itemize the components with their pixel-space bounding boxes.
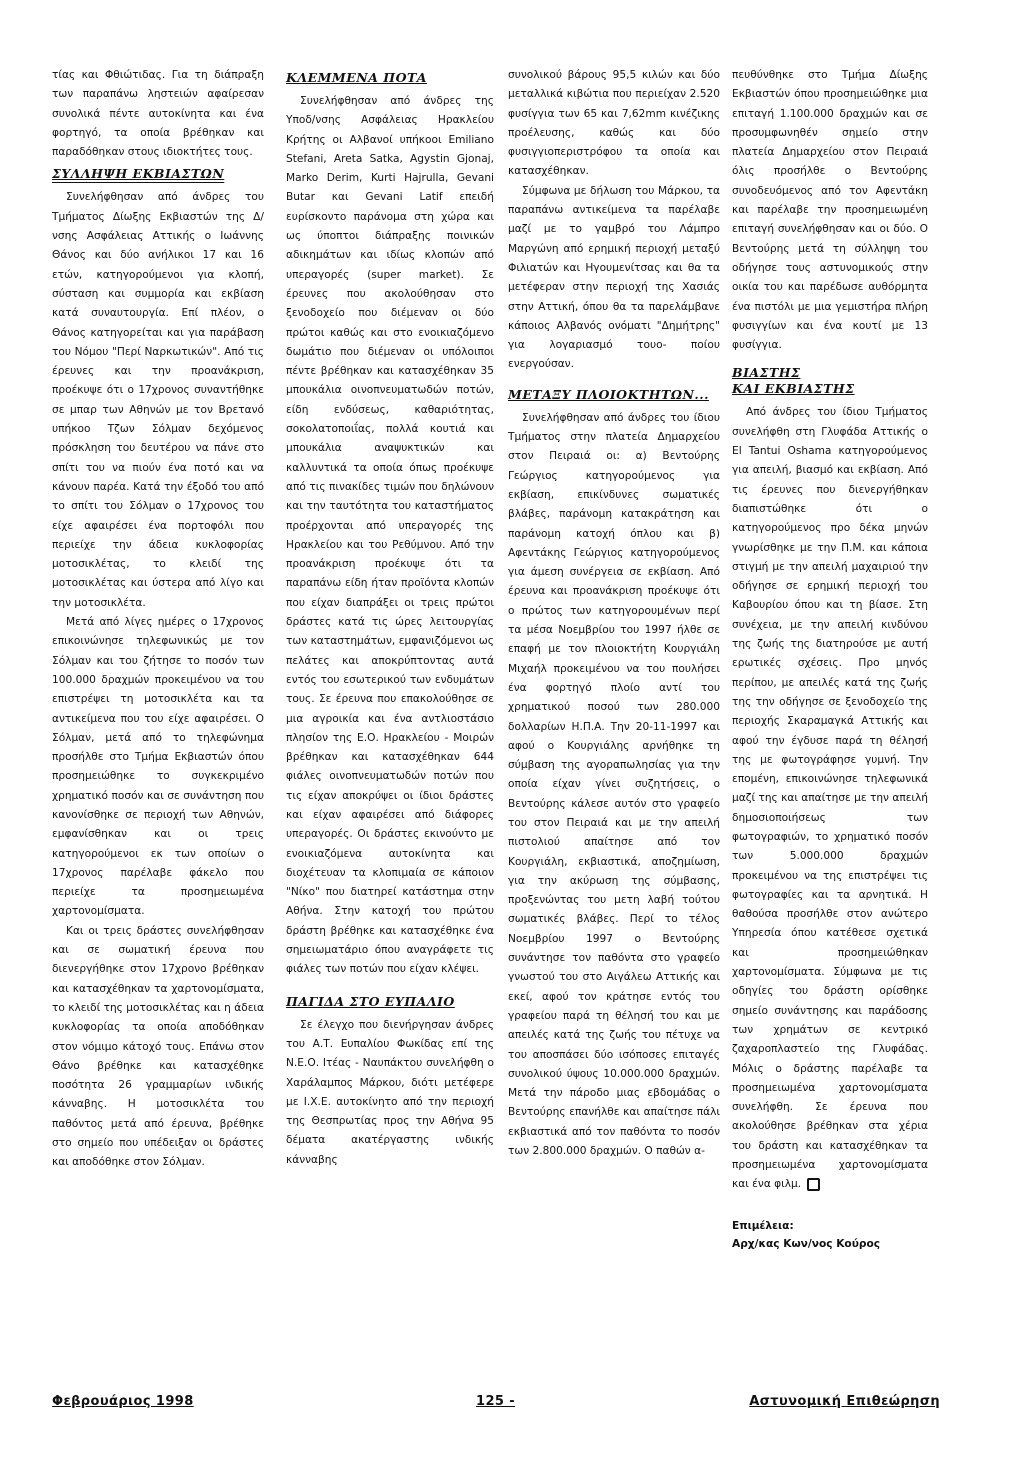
footer-page-number: 125 - — [476, 1394, 516, 1409]
heading-viastis: ΒΙΑΣΤΗΣ — [732, 365, 801, 381]
article-paragraph: Μετά από λίγες ημέρες ο 17χρονος επικοινώνησε τηλεφωνικώς με τον Σόλμαν και του ζήτησε το ποσόν των 100.000 δραχμών προκειμένου να του επιστρέψει τη μοτοσικλέτα και τα αντικείμενα που του είχε αφαιρέσει. Ο Σόλμαν, μετά από το τηλεφώνημα προσήλθε στο Τμήμα Εκβιαστών όπου προσημειώθηκε το συγκεκριμένο χρηματικό ποσόν και σε συνάντηση που κανονίσθηκε σε περιοχή των Αθηνών, εμφανίσθηκαν και οι τρεις κατηγορούμενοι εκ των οποίων ο 17χρονος παρέλαβε φάκελο που περιείχε τα προσημειωμένα χαρτονομίσματα. — [52, 616, 264, 918]
article-paragraph: Και οι τρεις δράστες συνελήφθησαν και σε σωματική έρευνα που διενεργήθηκε στον 17χρονο βρέθηκαν και κατασχέθηκαν τα χαρτονομίσματα, το κλειδί της μοτοσικλέτας και η άδεια κυκλοφορίας τα οποία αποδόθηκαν στον νόμιμο κάτοχό τους. Επάνω στον Θάνο βρέθηκε και κατασχέθηκε ποσότητα 26 γραμμαρίων ινδικής κάνναβης. Η μοτοσικλέτα του παθόντος μετά από έρευνα, βρέθηκε στο σημείο που υπέδειξαν οι δράστες και αποδόθηκε στον Σόλμαν. — [52, 924, 264, 1169]
editor-label: Επιμέλεια: — [732, 1219, 794, 1232]
page-footer — [52, 1394, 940, 1416]
end-of-article-icon — [807, 1178, 820, 1191]
heading-kai-ekviastis: ΚΑΙ ΕΚΒΙΑΣΤΗΣ — [732, 381, 855, 397]
article-continuation: τίας και Φθιώτιδας. Για τη διάπραξη των παραπάνω ληστειών αφαίρεσαν συνολικά πέντε αυτοκίνητα και ένα φορτηγό, τα οποία βρέθηκαν και παραδόθηκαν στους ιδιοκτήτες τους. — [52, 69, 264, 159]
column-2 — [286, 66, 494, 1170]
article-paragraph: Σύμφωνα με δήλωση του Μάρκου, τα παραπάνω αντικείμενα τα παρέλαβε μαζί με το γαμβρό του Λάμπρο Μαργώνη από ερημική περιοχή μεταξύ Φιλιατών και Ηγουμενίτσας και θα τα μετέφεραν στην περιοχή της Χασιάς στην Αττική, όπου θα τα παρελάμβανε κάποιος Αλβανός ονόματι "Δημήτρης" για λογαριασμό τουο- ποίου ενεργούσαν. — [508, 184, 720, 371]
heading-pagida-eypalio: ΠΑΓΙΔΑ ΣΤΟ ΕΥΠΑΛΙΟ — [286, 993, 455, 1009]
article-paragraph: Συνελήφθησαν από άνδρες της Υποδ/νσης Ασφάλειας Ηρακλείου Κρήτης οι Αλβανοί υπήκοοι Emiliano Stefani, Areta Satka, Agystin Gjonaj, Marko Derim, Kurti Hajrulla, Gevani Butar και Gevani Latif επειδή ευρίσκοντο παράνομα στη χώρα και ως ύποπτοι διάπραξης ποινικών αδικημάτων και ιδίως κλοπών από υπεραγορές (super market). Σε έρευνες που ακολούθησαν στο ξενοδοχείο που διέμεναν οι δύο πρώτοι καθώς και στο ενοικιαζόμενο δωμάτιο που διέμεναν οι υπόλοιποι πέντε βρέθηκαν και κατασχέθηκαν 35 μπουκάλια οινοπνευματωδών ποτών, είδη ενδύσεως, καθαριότητας, σοκολατοποιΐας, πολλά κουτιά και μπουκάλια αναψυκτικών και καλλυντικά τα οποία όπως προέκυψε από τις πινακίδες τιμών που δηλώνουν και την ταυτότητα του καταστήματος προέρχονται από υπεραγορές της Ηρακλείου και του Ρεθύμνου. Από την προανάκριση προέκυψε ότι τα παραπάνω είδη ήταν προϊόντα κλοπών που είχαν διαπράξει οι τρεις πρώτοι δράστες κατά τις ώρες λειτουργίας των καταστημάτων, εμφανιζόμενοι ως πελάτες και αποκρύπτοντας αυτά εντός του εσωτερικού των ενδυμάτων τους. Σε έρευνα που επακολούθησε σε μια αγροικία και ένα αντλιοστάσιο πλησίον της Ε.Ο. Ηρακλείου - Μοιρών βρέθηκαν και κατασχέθηκαν 644 φιάλες οινοπνευματωδών ποτών που τις είχαν αποκρύψει οι ίδιοι δράστες και είχαν αφαιρέσει από διάφορες υπεραγορές. Οι δράστες εκινούντο με ενοικιαζόμενα αυτοκίνητα και διοχέτευαν τα κλοπιμαία σε κάποιον "Νίκο" που διατηρεί κατάστημα στην Αθήνα. Στην κατοχή του πρώτου δράστη βρέθηκε και κατασχέθηκε ένα σημειωματάριο όπου αναγράφετε τις φιάλες των ποτών που είχαν κλέψει. — [286, 95, 494, 976]
heading-klemmena-pota: ΚΛΕΜΜΕΝΑ ΠΟΤΑ — [286, 70, 427, 85]
heading-syllipsi-ekviaston: ΣΥΛΛΗΨΗ ΕΚΒΙΑΣΤΩΝ — [52, 166, 225, 182]
column-4 — [732, 66, 928, 1253]
column-3 — [508, 66, 720, 1161]
footer-magazine-title: Αστυνομική Επιθεώρηση — [749, 1394, 940, 1409]
article-continuation: πευθύνθηκε στο Τμήμα Δίωξης Εκβιαστών όπου προσημειώθηκε μια επιταγή 1.100.000 δραχμών και σε προσυμφωνηθέν σημείο στην πλατεία Δημαρχείου στον Πειραιά όλις προσήλθε ο Βεντούρης συνοδευόμενος από τον Αφεντάκη και παρέλαβε την προσημειωμένη επιταγή συνελήφθησαν και οι δύο. Ο Βεντούρης μετά τη σύλληψη του οδήγησε τους αστυνομικούς στην οικία του και παρέδωσε αυθόρμητα ένα πιστόλι με μια γεμιστήρα πλήρη φυσιγγίων και ένα κουτί με 13 φυσίγγια. — [732, 69, 928, 352]
editor-name: Αρχ/κας Κων/νος Κούρος — [732, 1237, 881, 1250]
article-paragraph — [732, 403, 928, 1194]
article-continuation: συνολικού βάρους 95,5 κιλών και δύο μεταλλικά κιβώτια που περιείχαν 2.520 φυσίγγια των 65 και 7,62mm κινέζικης προέλευσης, καθώς και δύο φυσιγγιοπεριστρόφου τα οποία και κατασχέθηκαν. — [508, 69, 720, 178]
article-paragraph: Σε έλεγχο που διενήργησαν άνδρες του Α.Τ. Ευπαλίου Φωκίδας επί της Ν.Ε.Ο. Ιτέας - Ναυπάκτου συνελήφθη ο Χαράλαμπος Μάρκου, διότι μετέφερε με Ι.Χ.Ε. αυτοκίνητο από την περιοχή της Θεσπρωτίας προς την Αθήνα 95 δέματα ακατέργαστης ινδικής κάνναβης — [286, 1018, 494, 1166]
editor-credit — [732, 1217, 928, 1253]
footer-date: Φεβρουάριος 1998 — [52, 1394, 194, 1409]
article-paragraph: Συνελήφθησαν από άνδρες του ίδιου Τμήματος στην πλατεία Δημαρχείου στον Πειραιά οι: α) Βεντούρης Γεώργιος κατηγορούμενος για εκβίαση, επικίνδυνες σωματικές βλάβες, παράνομη κατακράτηση και παράνομη κατοχή όπλου και β) Αφεντάκης Γεώργιος κατηγορούμενος για άμεση συνέργεια σε εκβίαση. Από έρευνα και προανάκριση προέκυψε ότι ο πρώτος των κατηγορουμένων περί τα μέσα Νοεμβρίου του 1997 ήλθε σε επαφή με τον πλοιοκτήτη Κουργιάλη Μιχαήλ προκειμένου να του πουλήσει ένα φορτηγό πλοίο αντί του χρηματικού ποσού των 280.000 δολλαρίων Η.Π.Α. Την 20-11-1997 και αφού ο Κουργιάλης αρνήθηκε τη σύμβαση της αγοραπωλησίας για την οποία είχαν γίνει συζητήσεις, ο Βεντούρης κάλεσε αυτόν στο γραφείο του στον Πειραιά και με την απειλή πιστολιού απαίτησε από τον Κουργιάλη, εκβιαστικά, αποζημίωση, για την ακύρωση της σύμβασης, προξενώντας του μετη λαβή τούτου σωματικές βλάβες. Περί το τέλος Νοεμβρίου 1997 ο Βεντούρης συνάντησε τον παθόντα στο γραφείο γνωστού του στο Αιγάλεω Αττικής και εκεί, αφού τον κράτησε εντός του γραφείου παρά τη θέλησή του και με απειλές κατά της ζωής του πέτυχε να του αποσπάσει δύο ισόποσες επιταγές συνολικού ύψους 10.000.000 δραχμών. Μετά την πάροδο μιας εβδομάδας ο Βεντούρης επανήλθε και απαίτησε πάλι εκβιαστικά από τον παθόντα το ποσόν των 2.800.000 δραχμών. Ο παθών α- — [508, 411, 720, 1158]
article-paragraph: Συνελήφθησαν από άνδρες του Τμήματος Δίωξης Εκβιαστών της Δ/νσης Ασφάλειας Αττικής ο Ιωάννης Θάνος και δύο ανήλικοι 17 και 16 ετών, κατηγορούμενοι για κλοπή, σύσταση και συμμορία και εκβίαση κατά συναυτουργία. Επί πλέον, ο Θάνος κατηγορείται και για παράβαση του Νόμου "Περί Ναρκωτικών". Από τις έρευνες και την προανάκριση, προέκυψε ότι ο 17χρονος συναντήθηκε σε μπαρ των Αθηνών με τον Βρετανό υπήκοο Τζων Σόλμαν δεχόμενος πρόσκληση του δευτέρου να πάνε στο σπίτι του να πιούν ένα ποτό και να κάνουν παρέα. Κατά την έξοδό του από το σπίτι του Σόλμαν ο 17χρονος του είχε αφαιρέσει ένα πορτοφόλι που περιείχε την άδεια κυκλοφορίας μοτοσικλέτας, το κλειδί της μοτοσικλέτας και ύστερα από λίγο και την μοτοσικλέτα. — [52, 191, 264, 609]
column-1 — [52, 66, 264, 1173]
heading-metaxy-ploioktiton: ΜΕΤΑΞΥ ΠΛΟΙΟΚΤΗΤΩΝ... — [508, 386, 709, 402]
article-text: Από άνδρες του ίδιου Τμήματος συνελήφθη στη Γλυφάδα Αττικής ο El Tantui Oshama κατηγορούμενος για απειλή, βιασμό και εκβίαση. Από τις έρευνες που διενεργήθηκαν διαπιστώθηκε ότι ο κατηγορούμενος προ δέκα μηνών γνωρίσθηκε με την Π.Μ. και κάποια στιγμή με την απειλή μαχαιριού την οδήγησε σε ερημική περιοχή του Καβουρίου όπου και τη βίασε. Στη συνέχεια, με την απειλή κινδύνου της ζωής της διατηρούσε με αυτή ερωτικές σχέσεις. Προ μηνός περίπου, με απειλές κατά της ζωής της την οδήγησε σε ξενοδοχείο της περιοχής Σκαραμαγκά Αττικής και αφού την έγδυσε παρά τη θέλησή της με φωτογράφησε γυμνή. Την επομένη, επικοινώνησε τηλεφωνικά μαζί της και απαίτησε με την απειλή δημοσιοποιήσεως των φωτογραφιών, το χρηματικό ποσόν των 5.000.000 δραχμών προκειμένου να της επιστρέψει τις φωτογραφίες και τα αρνητικά. Η θαθούσα προσήλθε στον ανώτερο Υπηρεσία όπου κατέθεσε σχετικά και προσημειώθηκαν χαρτονομίσματα. Σύμφωνα με τις οδηγίες του δράστη ορίσθηκε σημείο συνάντησης και παράδοσης των χρημάτων σε κεντρικό ζαχαροπλαστείο της Γλυφάδας. Μόλις ο δράστης παρέλαβε τα προσημειωμένα χαρτονομίσματα συνελήφθη. Σε έρευνα που ακολούθησε βρέθηκαν στα χέρια του δράστη και κατασχέθηκαν τα προσημειωμένα χαρτονομίσματα και ένα φιλμ. — [732, 406, 928, 1191]
